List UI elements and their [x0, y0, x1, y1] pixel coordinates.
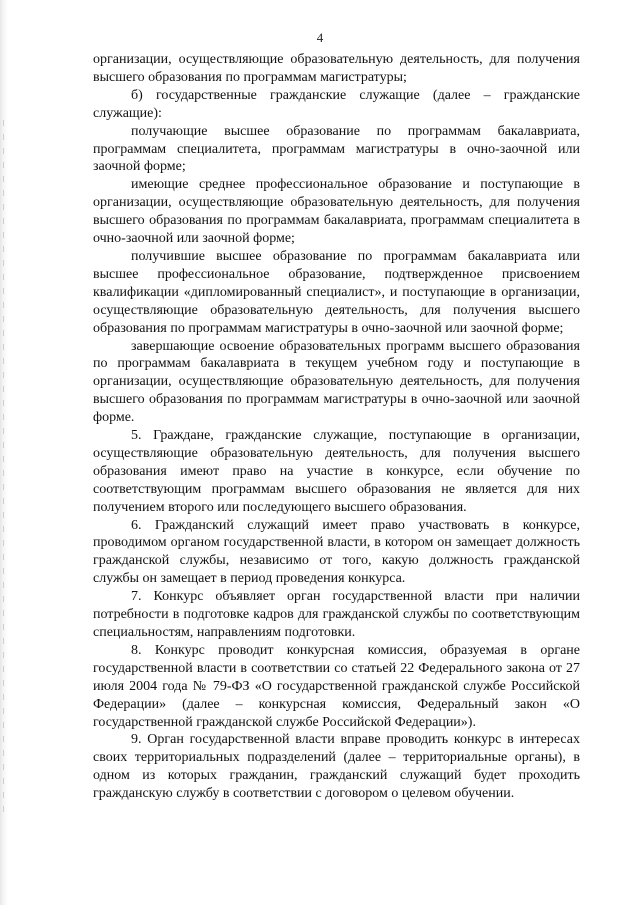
paragraph-clause-6: 6. Гражданский служащий имеет право участвовать в конкурсе, проводимом органом государственной власти, в котором он замещает должность гражданской службы, независимо от того, какую должность гражданской службы он замещает в период проведения конкурса.	[93, 517, 580, 587]
scan-edge	[0, 0, 8, 905]
document-body	[93, 51, 580, 803]
paragraph-item-b: б) государственные гражданские служащие (далее – гражданские служащие):	[93, 87, 580, 121]
paragraph-continuation: организации, осуществляющие образовательную деятельность, для получения высшего образования по программам магистратуры;	[93, 52, 580, 85]
paragraph-subitem-4: завершающие освоение образовательных программ высшего образования по программам бакалавриата в текущем учебном году и поступающие в организации, осуществляющие образовательную деятельность, для получения высшего образования по программам магистратуры в очно-заочной или заочной форме.	[93, 338, 580, 426]
paragraph-clause-8: 8. Конкурс проводит конкурсная комиссия, образуемая в органе государственной власти в соответствии со статьей 22 Федерального закона от 27 июля 2004 года № 79-ФЗ «О государственной гражданской службе Российской Федерации» (далее – конкурсная комиссия, Федеральный закон «О государственной гражданской службе Российской Федерации»).	[93, 642, 580, 730]
page-number: 4	[316, 30, 324, 45]
paragraph-subitem-3: получившие высшее образование по программам бакалавриата или высшее профессиональное образование, подтвержденное присвоением квалификации «дипломированный специалист», и поступающие в организации, осуществляющие образовательную деятельность, для получения высшего образования по программам магистратуры в очно-заочной или заочной форме;	[93, 248, 580, 336]
paragraph-subitem-1: получающие высшее образование по программам бакалавриата, программам специалитета, программам магистратуры в очно-заочной или заочной форме;	[93, 123, 580, 175]
paragraph-clause-5: 5. Граждане, гражданские служащие, поступающие в организации, осуществляющие образовательную деятельность, для получения высшего образования имеют право на участие в конкурсе, если обучение по соответствующим программам высшего образования не является для них получением второго или последующего высшего образования.	[93, 428, 580, 515]
paragraph-clause-7: 7. Конкурс объявляет орган государственной власти при наличии потребности в подготовке кадров для гражданской службы по соответствующим специальностям, направлениям подготовки.	[93, 589, 580, 640]
paragraph-clause-9: 9. Орган государственной власти вправе проводить конкурс в интересах своих территориальных подразделений (далее – территориальные органы), в одном из которых гражданин, гражданский служащий будет проходить гражданскую службу в соответствии с договором о целевом обучении.	[93, 732, 580, 802]
paragraph-subitem-2: имеющие среднее профессиональное образование и поступающие в организации, осуществляющие образовательную деятельность, для получения высшего образования по программам бакалавриата, программам специалитета в очно-заочной или заочной форме;	[93, 177, 580, 247]
